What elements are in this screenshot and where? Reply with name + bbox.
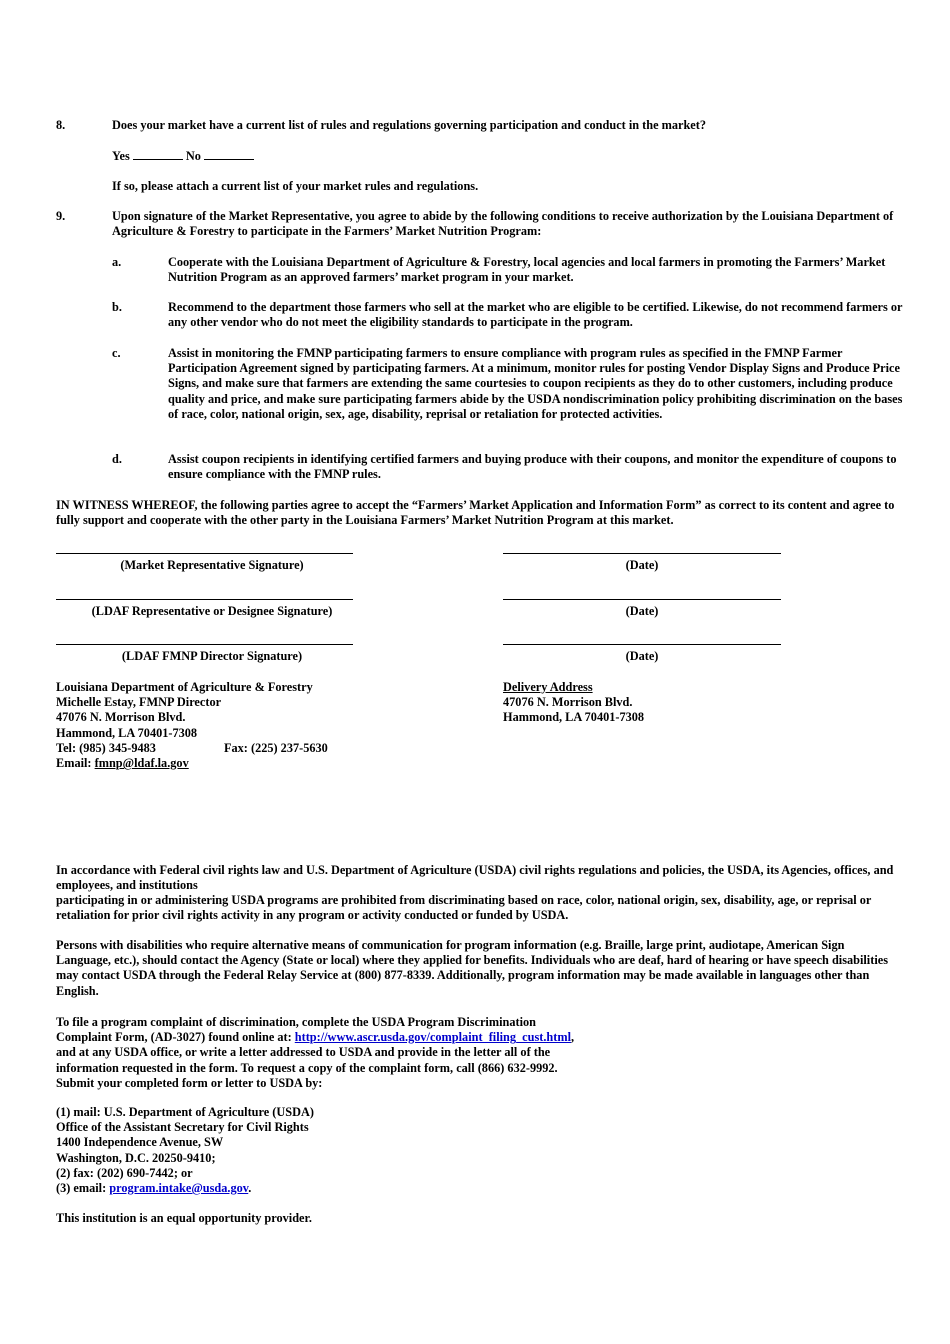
mail-line-4: Washington, D.C. 20250-9410; (56, 1150, 216, 1165)
contact-street: 47076 N. Morrison Blvd. (56, 710, 186, 725)
contact-email-link[interactable]: fmnp@ldaf.la.gov (94, 756, 189, 771)
civil-rights-p1-line2: participating in or administering USDA programs are prohibited from discriminating based on race, color, national origin, sex, disability, age, or reprisal or retaliation for prior civil rights activity in any program or activity conducted or funded by USDA. (56, 893, 872, 923)
item-9-intro: Upon signature of the Market Representative, you agree to abide by the following conditions to receive authorization by the Louisiana Department of Agriculture & Forestry to participate in the Farmers’ Market Nutrition Program: (112, 209, 894, 239)
delivery-heading: Delivery Address (503, 680, 593, 694)
director-signature-line[interactable] (56, 644, 353, 645)
market-rep-date-caption: (Date) (625, 558, 659, 572)
attach-note: If so, please attach a current list of your market rules and regulations. (112, 179, 479, 193)
contact-email-label: Email: (56, 756, 92, 771)
email-line (56, 1181, 656, 1196)
item-8-number: 8. (56, 118, 66, 132)
contact-fax: Fax: (225) 237-5630 (224, 740, 328, 755)
complaint-line-2 (56, 1030, 656, 1045)
condition-b-text: Recommend to the department those farmers who sell at the market who are eligible to be certified. Likewise, do not recommend farmers or any other vendor who do not meet the eligibility standards to participate in the program. (168, 300, 903, 330)
email-line-suffix: . (248, 1181, 252, 1196)
ldaf-rep-date-line[interactable] (503, 599, 781, 600)
contact-email-row (56, 756, 476, 771)
condition-c-letter: c. (112, 346, 121, 360)
submission-methods (56, 1105, 656, 1196)
mail-line-1: (1) mail: U.S. Department of Agriculture (USDA) (56, 1105, 314, 1119)
market-rep-date-line[interactable] (503, 553, 781, 554)
fax-line: (2) fax: (202) 690-7442; or (56, 1165, 193, 1180)
ldaf-rep-signature-line[interactable] (56, 599, 353, 600)
item-9-number: 9. (56, 209, 66, 223)
complaint-line-2-text: Complaint Form, (AD-3027) found online at: (56, 1030, 295, 1045)
no-blank[interactable] (204, 148, 254, 160)
equal-opportunity-statement: This institution is an equal opportunity provider. (56, 1211, 312, 1225)
usda-email-link[interactable]: program.intake@usda.gov (109, 1181, 249, 1196)
ldaf-rep-date-caption: (Date) (625, 604, 659, 618)
complaint-line-4: information requested in the form. To request a copy of the complaint form, call (866) 632-9992. (56, 1060, 558, 1075)
market-rep-signature-caption: (Market Representative Signature) (120, 558, 304, 572)
civil-rights-p2: Persons with disabilities who require alternative means of communication for program information (e.g. Braille, large print, audiotape, American Sign Language, etc.), should contact the Agency (State or local) where they applied for benefits. Individuals who are deaf, hard of hearing or have speech disabilities may contact USDA through the Federal Relay Service at (800) 877-8339. Additionally, program information may be made available in languages other than English. (56, 938, 888, 998)
delivery-street: 47076 N. Morrison Blvd. (503, 695, 633, 710)
condition-d-text: Assist coupon recipients in identifying certified farmers and buying produce with their coupons, and monitor the expenditure of coupons to ensure compliance with the FMNP rules. (168, 452, 897, 482)
no-label: No (185, 149, 201, 163)
condition-c-text: Assist in monitoring the FMNP participating farmers to ensure compliance with program rules as specified in the FMNP Farmer Participation Agreement signed by participating farmers. At a minimum, monitor rules for posting Vendor Display Signs and Produce Price Signs, and make sure that farmers are extending the same courtesies to coupon recipients as they do to other customers, including produce quality and price, and make sure participating farmers abide by the USDA nondiscrimination policy prohibiting discrimination on the bases of race, color, national origin, sex, age, disability, reprisal or retaliation for protected activities. (168, 346, 903, 421)
complaint-line-1: To file a program complaint of discrimination, complete the USDA Program Discrimination (56, 1015, 536, 1029)
complaint-line-2-comma: , (571, 1030, 575, 1045)
contact-city: Hammond, LA 70401-7308 (56, 725, 198, 740)
civil-rights-p1-line1: In accordance with Federal civil rights law and U.S. Department of Agriculture (USDA) civil rights regulations and policies, the USDA, its Agencies, offices, and employees, and institutions (56, 863, 894, 893)
complaint-line-3: and at any USDA office, or write a letter addressed to USDA and provide in the letter all of the (56, 1045, 551, 1060)
complaint-paragraph (56, 1015, 656, 1091)
complaint-form-link[interactable]: http://www.ascr.usda.gov/complaint_filing_cust.html (294, 1030, 572, 1045)
email-line-prefix: (3) email: (56, 1181, 110, 1196)
condition-a-letter: a. (112, 255, 122, 269)
yes-label: Yes (112, 149, 130, 163)
complaint-line-5: Submit your completed form or letter to USDA by: (56, 1075, 323, 1090)
director-signature-caption: (LDAF FMNP Director Signature) (121, 649, 303, 663)
market-rep-signature-line[interactable] (56, 553, 353, 554)
ldaf-rep-signature-caption: (LDAF Representative or Designee Signature) (91, 604, 333, 618)
contact-org: Louisiana Department of Agriculture & Forestry (56, 680, 313, 694)
contact-phone-row (56, 741, 476, 756)
condition-d-letter: d. (112, 452, 122, 466)
yes-blank[interactable] (133, 148, 183, 160)
contact-tel: Tel: (985) 345-9483 (56, 740, 156, 755)
condition-a-text: Cooperate with the Louisiana Department of Agriculture & Forestry, local agencies and local farmers in promoting the Farmers’ Market Nutrition Program as an approved farmers’ market program in your market. (168, 255, 886, 285)
delivery-block (503, 680, 803, 726)
director-date-line[interactable] (503, 644, 781, 645)
condition-b-letter: b. (112, 300, 122, 314)
delivery-city: Hammond, LA 70401-7308 (503, 710, 645, 725)
witness-paragraph: IN WITNESS WHEREOF, the following parties agree to accept the “Farmers’ Market Application and Information Form” as correct to its content and agree to fully support and cooperate with the other party in the Louisiana Farmers’ Market Nutrition Program at this market. (56, 498, 895, 528)
mail-line-2: Office of the Assistant Secretary for Civil Rights (56, 1120, 309, 1135)
item-8-question: Does your market have a current list of rules and regulations governing participation and conduct in the market? (112, 118, 707, 132)
yes-no-row (112, 148, 902, 164)
director-date-caption: (Date) (625, 649, 659, 663)
contact-name: Michelle Estay, FMNP Director (56, 695, 222, 710)
contact-block (56, 680, 476, 771)
mail-line-3: 1400 Independence Avenue, SW (56, 1135, 224, 1150)
